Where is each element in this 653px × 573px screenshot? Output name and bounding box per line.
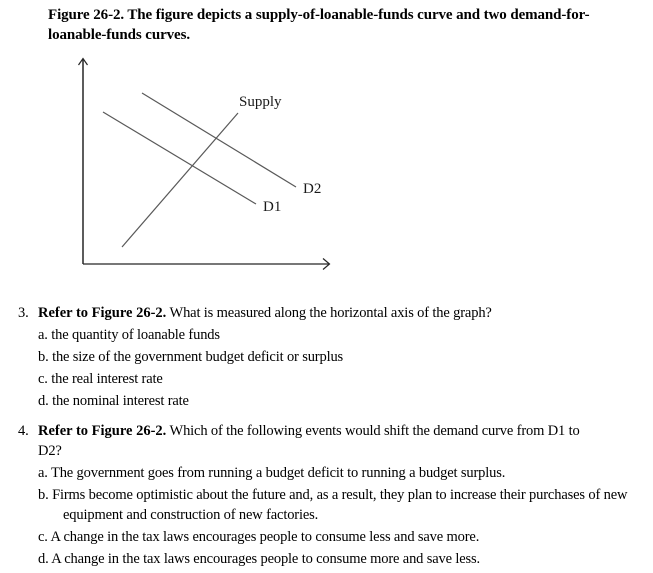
d1-label: D1: [263, 199, 282, 215]
question-4: [18, 421, 650, 569]
question-3-number: 3.: [18, 305, 29, 321]
question-4-prompt-line1: [38, 421, 650, 441]
question-3-option-c: [38, 369, 650, 390]
option-letter: a.: [38, 465, 48, 481]
option-letter: c.: [38, 371, 48, 387]
demand-curve-d1: [103, 112, 256, 204]
question-3-prompt: [38, 303, 650, 324]
question-3-prompt-bold: Refer to Figure 26-2.: [38, 305, 167, 321]
option-text: the quantity of loanable funds: [51, 327, 220, 343]
supply-demand-graph: [60, 54, 350, 272]
figure-title-line1: Figure 26-2. The figure depicts a supply-of-loanable-funds curve and two demand-for-: [48, 7, 590, 23]
option-letter: c.: [38, 529, 48, 545]
question-3-option-b: [38, 347, 650, 368]
d2-label: D2: [303, 181, 322, 197]
question-4-prompt-line2: D2?: [38, 443, 62, 459]
option-letter: a.: [38, 327, 48, 343]
option-text: A change in the tax laws encourages people to consume less and save more.: [50, 529, 480, 545]
option-text: A change in the tax laws encourages people to consume more and save less.: [51, 551, 481, 567]
option-text: Firms become optimistic about the future and, as a result, they plan to increase their purchases of new equipment and construction of new factories.: [52, 487, 628, 523]
question-4-option-d: [38, 549, 643, 569]
supply-label: Supply: [239, 94, 282, 110]
supply-curve: [122, 113, 238, 247]
question-3-body: [38, 303, 650, 412]
option-letter: d.: [38, 393, 49, 409]
option-text: the size of the government budget deficit or surplus: [52, 349, 344, 365]
question-3-option-a: [38, 325, 650, 346]
option-text: the nominal interest rate: [52, 393, 189, 409]
question-4-option-b: [38, 485, 643, 525]
question-4-prompt-text: Which of the following events would shift the demand curve from D1 to: [169, 423, 580, 439]
question-4-option-a: [38, 463, 643, 483]
figure-title-line2: loanable-funds curves.: [48, 26, 190, 43]
question-4-number: 4.: [18, 423, 29, 439]
question-3: [18, 303, 650, 412]
option-text: the real interest rate: [51, 371, 163, 387]
option-letter: b.: [38, 349, 49, 365]
question-4-option-c: [38, 527, 643, 547]
figure-title: [48, 6, 590, 45]
question-3-option-d: [38, 391, 650, 412]
option-letter: b.: [38, 487, 49, 503]
question-3-prompt-text: What is measured along the horizontal axis of the graph?: [169, 305, 492, 321]
question-4-body: [38, 421, 650, 569]
question-4-prompt-bold: Refer to Figure 26-2.: [38, 423, 167, 439]
option-text: The government goes from running a budget deficit to running a budget surplus.: [50, 465, 506, 481]
option-letter: d.: [38, 551, 49, 567]
loanable-funds-figure: [60, 54, 350, 272]
